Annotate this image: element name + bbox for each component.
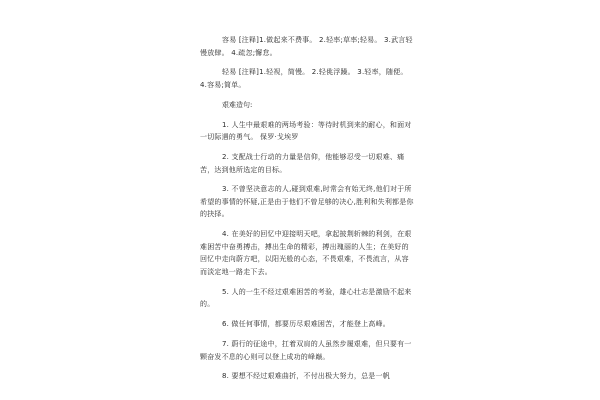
example-sentence-2: 2. 支配战士行动的力量是信仰，他能够忍受一切艰难、痛苦，达到他所选定的目标。 <box>200 152 405 174</box>
example-sentence-8: 8. 要想不经过艰难曲折，不付出极大努力，总是一帆 <box>222 372 390 381</box>
example-sentence-7: 7. 蔚行的征途中，扛着双肩的人虽然步履艰难，但只要有一颗奋发不息的心则可以登上成功的峰巅。 <box>200 339 412 361</box>
example-sentence-4: 4. 在美好的回忆中迎接明天吧，拿起披荆斩棘的利剑，在艰难困苦中奋勇搏击，搏出生命的精彩，搏出瑰丽的人生；在美好的回忆中走向蔚方吧，以阳光般的心态，不畏艰难，不畏流言，从容而淡定地一路走下去。 <box>200 230 412 277</box>
example-sentence-5: 5. 人的一生不经过艰难困苦的考验，雄心壮志是激励不起来的。 <box>200 287 412 309</box>
section-heading: 艰难造句: <box>222 100 253 109</box>
example-sentence-1: 1. 人生中最艰难的两场考验：等待时机到来的耐心，和面对一切际遇的勇气。 保罗·戈埃罗 <box>200 120 412 142</box>
definition-rongyi: 容易 [注释]1.做起来不费事。 2.轻率;草率;轻易。 3.武言轻慢放肆。 4.疏忽;懈怠。 <box>200 36 413 57</box>
example-sentence-6: 6. 做任何事情，都要历尽艰难困苦，才能登上高峰。 <box>222 320 390 329</box>
example-sentence-3: 3. 不曾坚决意志的人,碰到艰难,时常会有始无终,他们对于所希望的事情的怀疑,正是由于他们不曾足够的决心,胜利和失利都是你的抉择。 <box>200 185 414 219</box>
definition-qingyi: 轻易 [注释]1.轻视，简慢。 2.轻佻浮躁。 3.轻率，随便。 4.容易;简单。 <box>200 68 408 89</box>
document-page <box>200 34 414 390</box>
